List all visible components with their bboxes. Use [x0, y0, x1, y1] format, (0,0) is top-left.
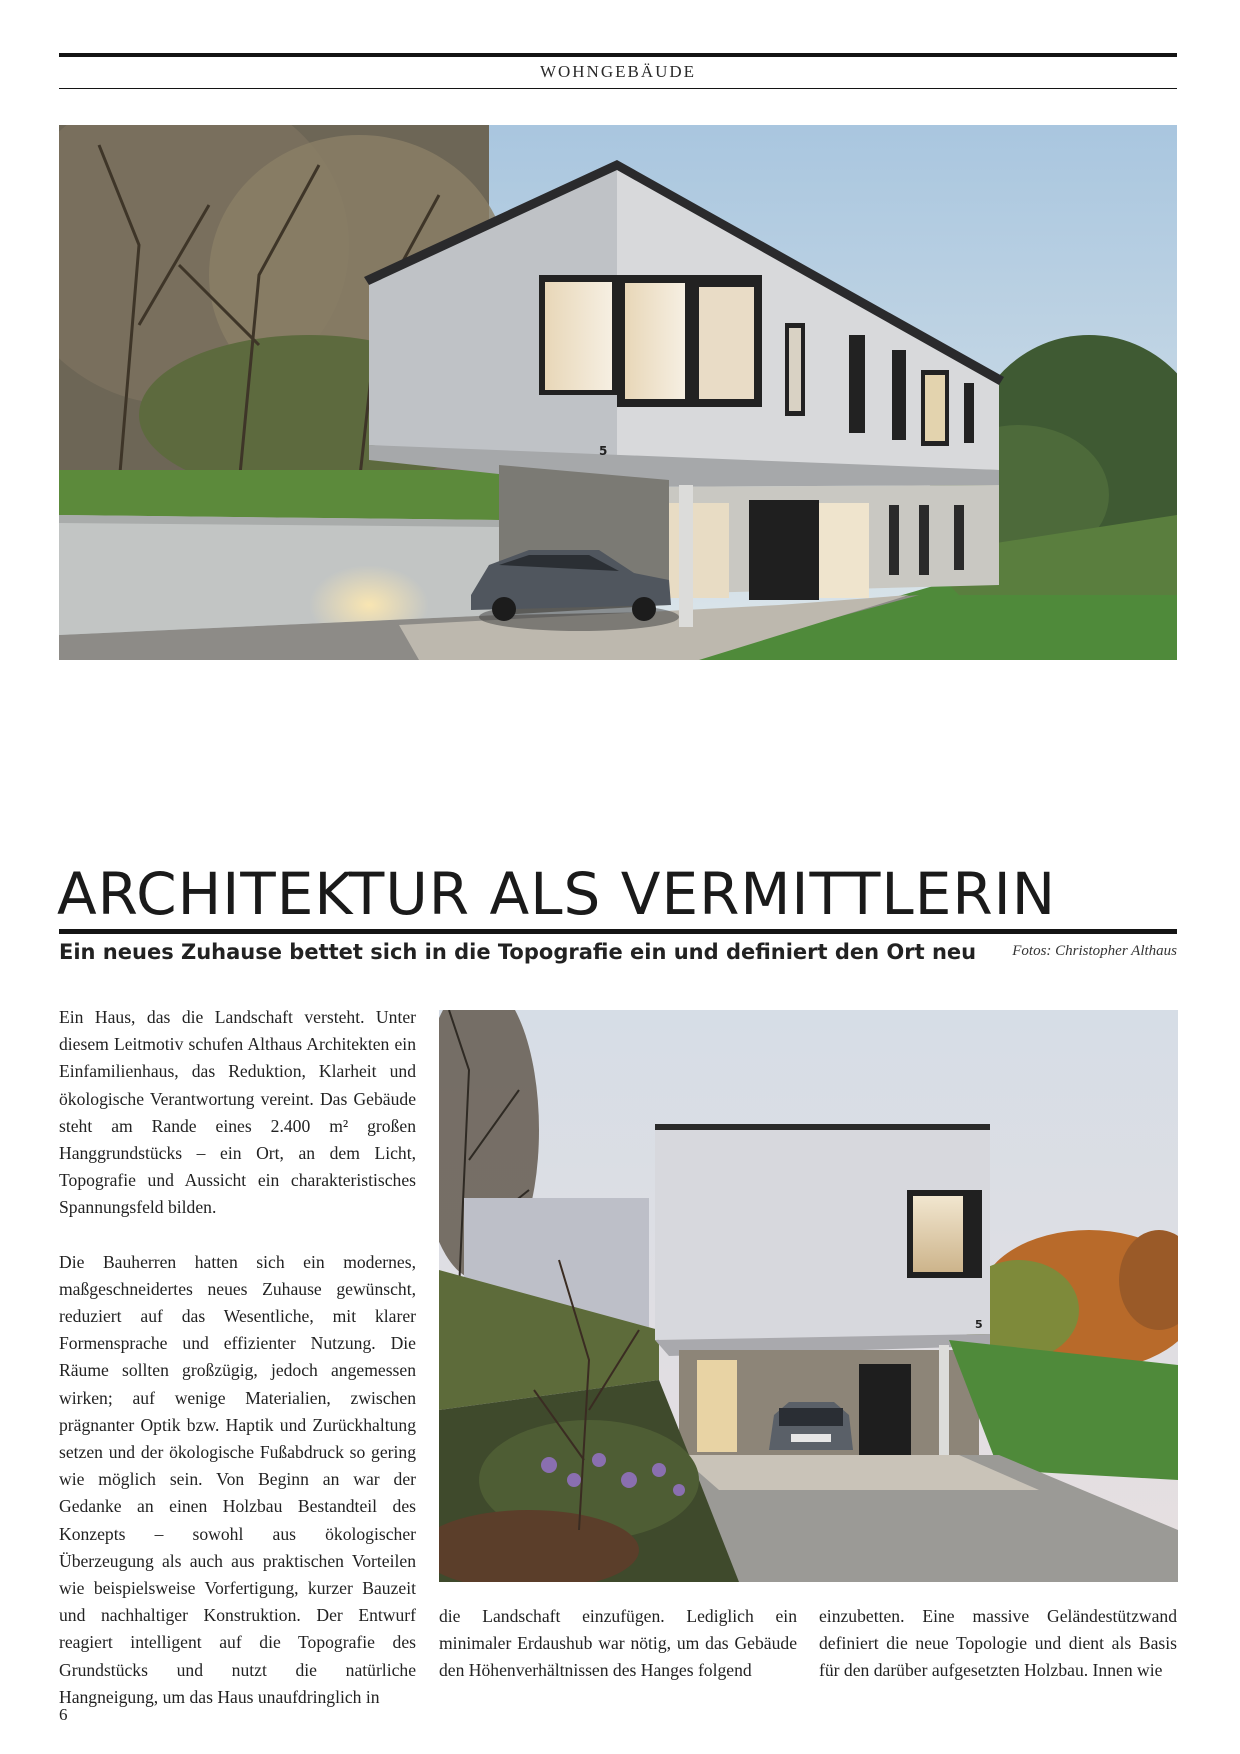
text-column-1	[59, 1004, 416, 1711]
body-paragraph: Die Bauherren hatten sich ein modernes, maßgeschneidertes neues Zuhause gewünscht, reduziert auf das Wesentliche, mit klarer Formensprache und effizienter Nutzung. Die Räume sollten großzügig, jedoch angemessen wirken; auf wenige Materialien, zwischen prägnanter Optik bzw. Haptik und Zurückhaltung setzen und der ökologische Fußabdruck so gering wie möglich sein. Von Beginn an war der Gedanke an einen Holzbau Bestandteil des Konzepts – sowohl aus ökologischer Überzeugung als auch aus praktischen Vorteilen wie beispielsweise Vorfertigung, kurzer Bauzeit und nachhaltiger Konstruktion. Der Entwurf reagiert intelligent auf die Topografie des Grundstücks und nutzt die natürliche Hangneigung, um das Haus unaufdringlich in	[59, 1251, 416, 1707]
house-front-photo	[439, 1010, 1178, 1582]
intro-paragraph: Ein Haus, das die Landschaft versteht. Unter diesem Leitmotiv schufen Althaus Architekten ein Einfamilienhaus, das Reduktion, Klarheit und ökologische Verantwortung vereint. Das Gebäude steht am Rande eines 2.400 m² großen Hanggrundstücks – ein Ort, an dem Licht, Topografie und Aussicht ein charakteristisches Spannungsfeld bilden.	[59, 1007, 416, 1218]
header-rule-thin	[59, 88, 1177, 89]
text-column-2	[439, 1603, 797, 1685]
page-number: 6	[59, 1705, 68, 1724]
column-3-text: einzubetten. Eine massive Geländestützwand definiert die neue Topologie und dient als Basis für den darüber aufgesetzten Holzbau. Innen wie	[819, 1606, 1177, 1681]
svg-text:5: 5	[975, 1318, 983, 1331]
house-exterior-photo	[59, 125, 1177, 660]
section-label: WOHNGEBÄUDE	[539, 62, 697, 81]
header-rule-thick	[59, 53, 1177, 57]
svg-text:5: 5	[599, 444, 608, 458]
photo-credit: Fotos: Christopher Althaus	[1012, 943, 1177, 959]
article-title: ARCHITEKTUR ALS VERMITTLERIN	[57, 860, 1057, 928]
text-column-3	[819, 1603, 1177, 1685]
title-rule	[59, 929, 1177, 934]
column-2-text: die Landschaft einzufügen. Lediglich ein minimaler Erdaushub war nötig, um das Gebäude den Höhenverhältnissen des Hanges folgend	[439, 1606, 797, 1681]
article-subtitle: Ein neues Zuhause bettet sich in die Topografie ein und definiert den Ort neu	[59, 940, 977, 964]
